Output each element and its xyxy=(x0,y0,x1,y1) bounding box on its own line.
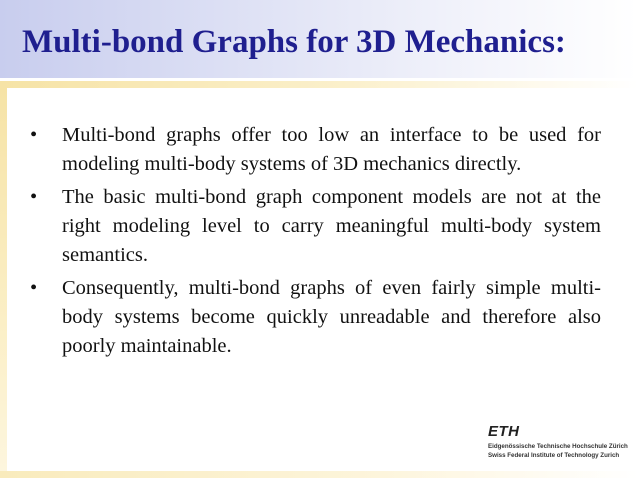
slide-title: Multi-bond Graphs for 3D Mechanics: xyxy=(22,24,566,60)
bullet-item xyxy=(26,274,601,361)
eth-logo xyxy=(488,424,628,466)
bullet-text: Consequently, multi-bond graphs of even fairly simple multi-body systems become quickly unreadable and therefore also poorly maintainable. xyxy=(62,277,601,357)
title-band xyxy=(0,0,638,78)
eth-logo-mark: ETH xyxy=(488,423,520,440)
eth-logo-english-name: Swiss Federal Institute of Technology Zurich xyxy=(488,452,620,459)
eth-logo-german-name: Eidgenössische Technische Hochschule Zürich xyxy=(488,443,628,450)
frame-top-stripe xyxy=(0,81,638,88)
frame-bottom-stripe xyxy=(0,471,638,478)
bullet-item xyxy=(26,183,601,270)
bullet-marker: • xyxy=(30,277,38,299)
frame-left-stripe xyxy=(0,88,7,478)
bullet-text: The basic multi-bond graph component models are not at the right modeling level to carry meaningful multi-body system semantics. xyxy=(62,186,601,266)
bullet-list xyxy=(26,121,601,365)
bullet-item xyxy=(26,121,601,179)
bullet-marker: • xyxy=(30,186,38,208)
bullet-text: Multi-bond graphs offer too low an interface to be used for modeling multi-body systems of 3D mechanics directly. xyxy=(62,124,601,175)
bullet-marker: • xyxy=(30,124,38,146)
